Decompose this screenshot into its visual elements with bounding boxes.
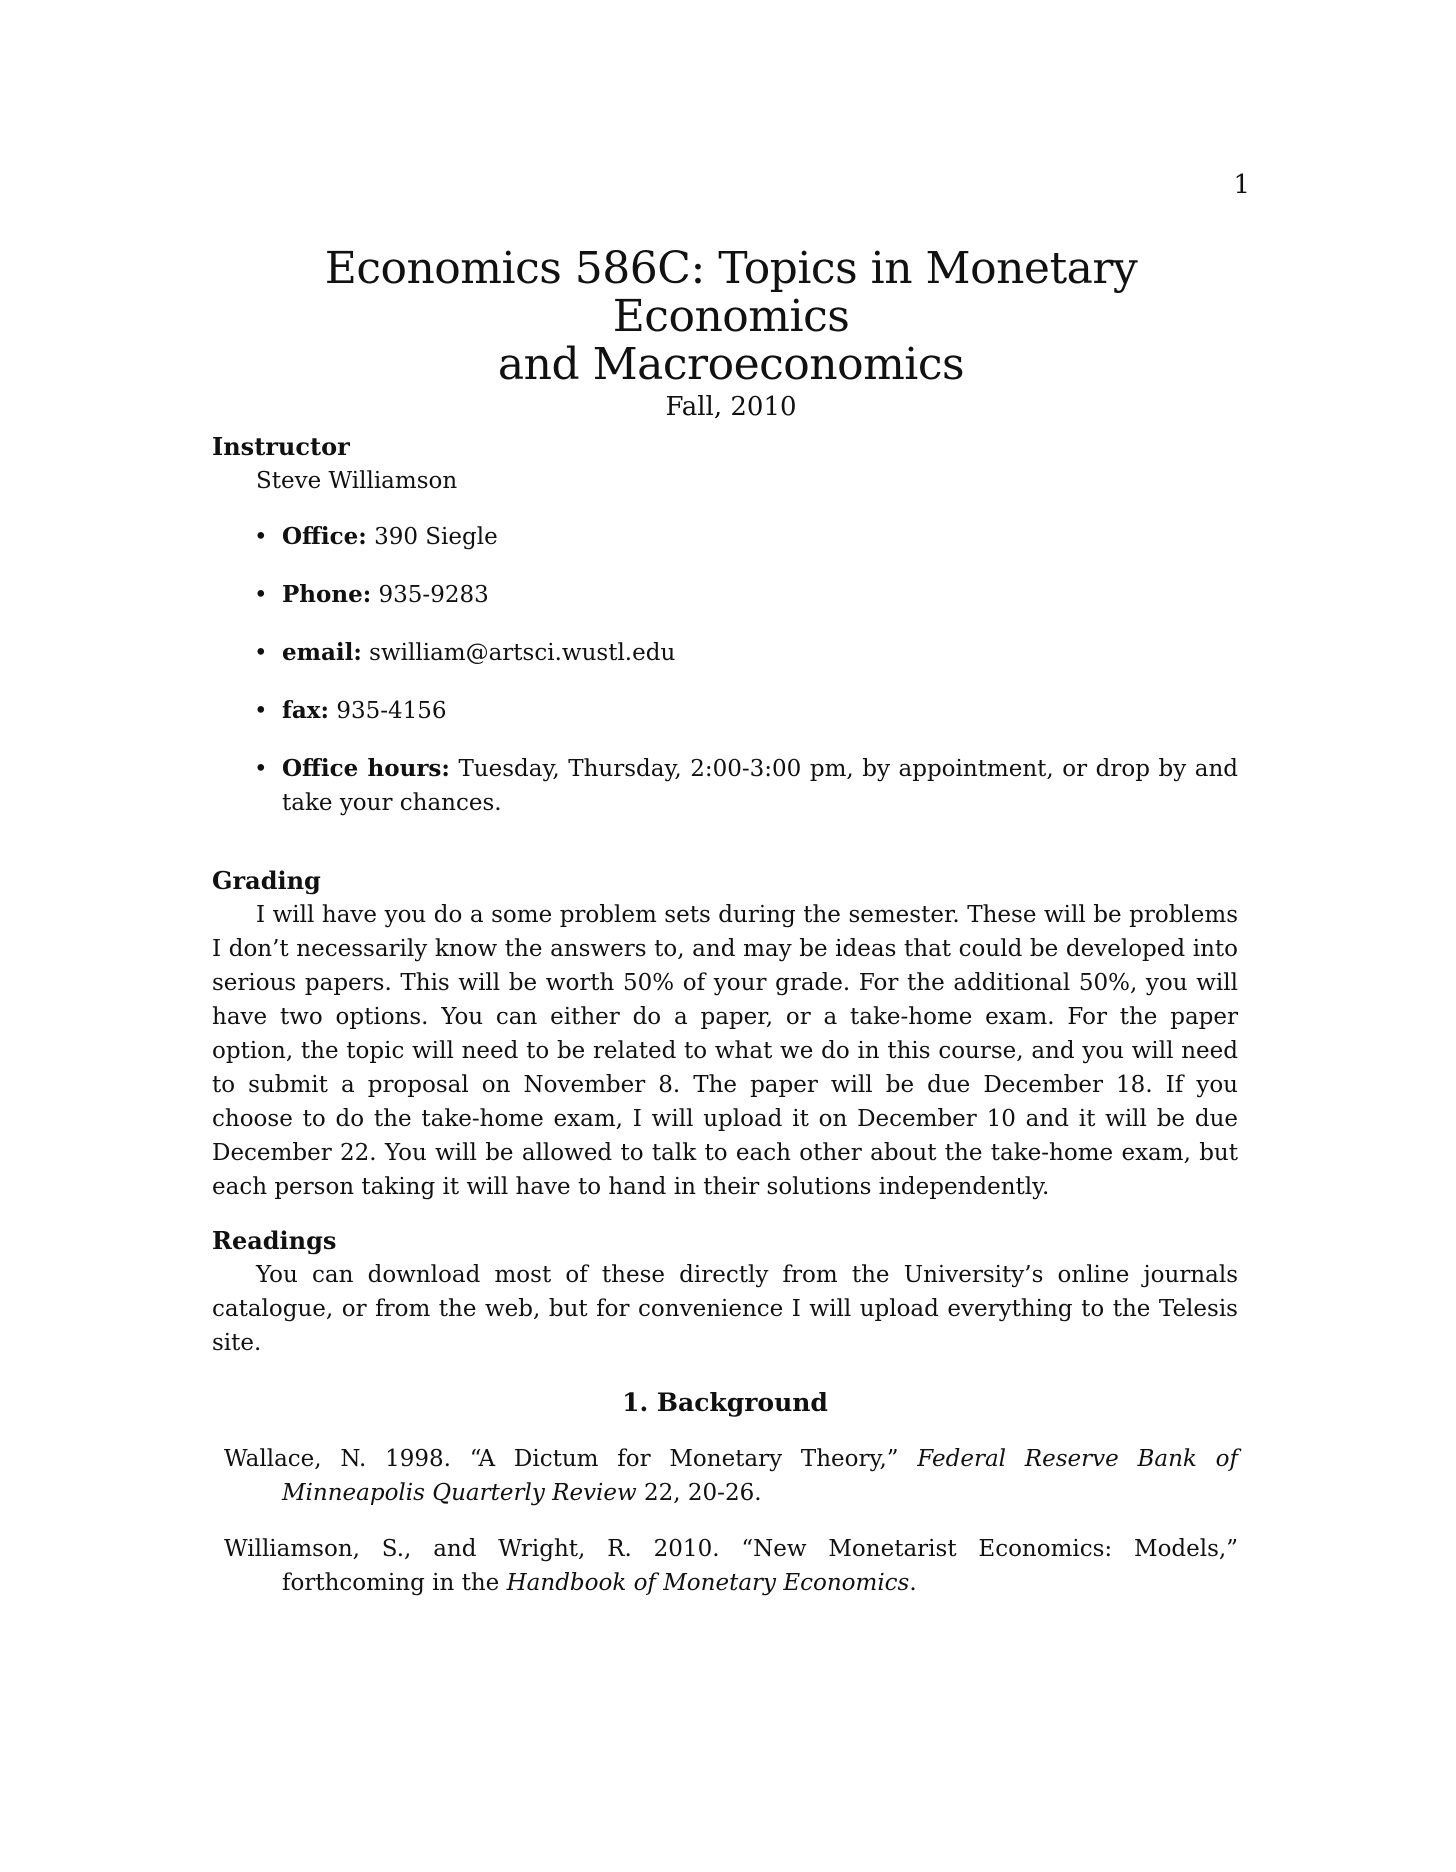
contact-item-office-hours [212,752,1238,820]
bullet-icon: • [254,582,268,608]
bullet-icon: • [254,640,268,666]
bullet-icon: • [254,524,268,550]
page-number: 1 [1233,170,1250,200]
term: Fall, 2010 [665,392,797,422]
reference-text: Wallace, N. 1998. “A Dictum for Monetary Theory,” [224,1446,918,1472]
contact-item-email [212,636,1238,670]
instructor-heading: Instructor [212,432,350,461]
contact-value: 390 Siegle [374,524,498,550]
reference-journal: Federal Reserve Bank of Minneapolis Quarterly Review [282,1446,1239,1506]
instructor-name: Steve Williamson [256,468,458,494]
grading-heading: Grading [212,866,321,895]
background-heading: 1. Background [622,1388,828,1417]
contact-value: 935-9283 [378,582,489,608]
reference-tail: . [909,1570,917,1596]
contact-value: swilliam@artsci.wustl.edu [369,640,676,666]
reference-text: Williamson, S., and Wright, R. 2010. “New Monetarist Economics: Models,” forthcoming in the [224,1536,1238,1596]
bullet-icon: • [254,698,268,724]
reference-item [224,1532,1238,1600]
grading-paragraph: I will have you do a some problem sets during the semester. These will be problems I don’t necessarily know the answers to, and may be ideas that could be developed into serious papers. This will be worth 50% of your grade. For the additional 50%, you will have two options. You can either do a paper, or a take-home exam. For the paper option, the topic will need to be related to what we do in this course, and you will need to submit a proposal on November 8. The paper will be due December 18. If you choose to do the take-home exam, I will upload it on December 10 and it will be due December 22. You will be allowed to talk to each other about the take-home exam, but each person taking it will have to hand in their solutions independently. [212,902,1238,1200]
contact-label: email: [282,639,362,666]
contact-value: 935-4156 [336,698,447,724]
contact-item-fax [212,694,1238,728]
contact-list [212,520,1238,820]
contact-label: fax: [282,697,329,724]
contact-label: Office: [282,523,367,550]
readings-paragraph: You can download most of these directly from the University’s online journals catalogue, or from the web, but for convenience I will upload everything to the Telesis site. [212,1262,1238,1356]
title-line-1: Economics 586C: Topics in Monetary Economics [324,243,1138,342]
bullet-icon: • [254,756,268,782]
contact-label: Office hours: [282,755,450,782]
contact-item-office [212,520,1238,554]
title-line-2: and Macroeconomics [497,339,965,390]
contact-item-phone [212,578,1238,612]
reference-item [224,1442,1238,1510]
contact-label: Phone: [282,581,372,608]
reference-tail: 22, 20-26. [636,1480,762,1506]
reference-journal: Handbook of Monetary Economics [506,1570,910,1596]
content [212,430,1238,1622]
readings-heading: Readings [212,1226,337,1255]
contact-value: Tuesday, Thursday, 2:00-3:00 pm, by appointment, or drop by and take your chances. [282,756,1239,816]
title-block [212,245,1250,423]
